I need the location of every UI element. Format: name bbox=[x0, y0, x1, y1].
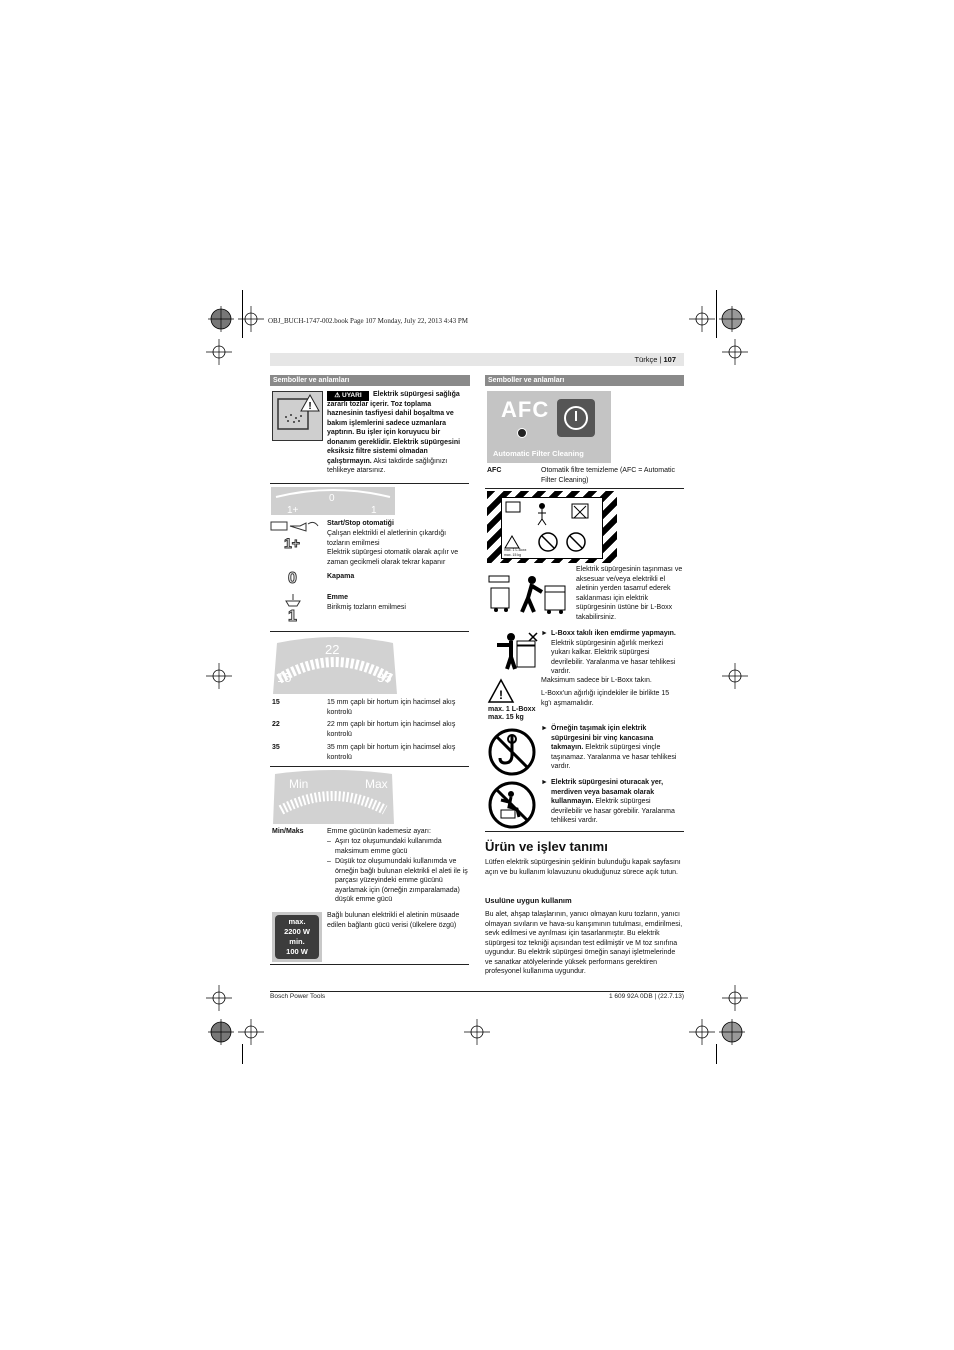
crosshair-mark-icon bbox=[722, 985, 748, 1011]
power-dial-panel bbox=[273, 770, 394, 824]
start-stop-text1: Çalışan elektrikli el aletlerinin çıkardığı tozların emilmesi bbox=[327, 530, 447, 547]
section-header-left: Semboller ve anlamları bbox=[270, 375, 470, 386]
footer-right: 1 609 92A 0DB | (22.7.13) bbox=[608, 993, 684, 1000]
sticker-small-l2: max. 15 kg bbox=[504, 553, 522, 557]
no-crane-hook-icon bbox=[487, 727, 537, 777]
hose-label-22: 22 bbox=[325, 642, 340, 657]
symbol-1plus: 1+ bbox=[284, 535, 300, 551]
hose-row-35-key bbox=[272, 743, 280, 753]
warning-triangle-icon: ⚠ bbox=[334, 392, 341, 399]
intended-use-text: Bu alet, ahşap talaşlarının, yanıcı olmayan kuru tozların, yanıcı olmayan sıvıların ve hava-su karışımının tutulması, emdirilmesi, sevk edilmesi ve ayrılması için tasarlanmıştır. Bu elektrik süpürgesi toz tekniği açısından test edilmiştir ve M toz sınıfına uygundur. Bu elektrik süpürgesi örneğin sanayi işletmelerinde ve sanatkar atölyelerinde yüksek performans gerektiren profesyonel kullanıma uygundur. bbox=[485, 911, 683, 975]
divider bbox=[485, 831, 684, 832]
suction-text: Birikmiş tozların emilmesi bbox=[327, 604, 406, 611]
hose-row-15-text: 15 mm çaplı bir hortum için hacimsel akış kontrolü bbox=[327, 699, 456, 716]
afc-row-key-text: AFC bbox=[487, 467, 502, 474]
start-stop-title bbox=[327, 519, 469, 529]
crane-normal: Elektrik süpürgesi vinçle taşınamaz. Yaralanma ve hasar tehlikesi vardır. bbox=[551, 744, 677, 770]
page-number: 107 bbox=[663, 355, 676, 364]
footer-left: Bosch Power Tools bbox=[270, 993, 326, 1000]
product-text: Lütfen elektrik süpürgesinin şeklinin bulunduğu kapak sayfasını açın ve bu kullanım kılavuzunu okuduğunuz sürece açık tutun. bbox=[485, 859, 681, 876]
afc-row-key bbox=[487, 466, 501, 476]
trim-line bbox=[242, 290, 243, 338]
minmax-key bbox=[272, 827, 304, 837]
crane-arrow: ► bbox=[541, 725, 548, 732]
watt-badge-l3: min. bbox=[289, 937, 305, 946]
max-weight-warning-icon bbox=[487, 678, 539, 704]
lift-arrow: ► bbox=[541, 630, 548, 637]
warning-badge-label: UYARI bbox=[342, 392, 362, 399]
symbol-1: 1 bbox=[288, 608, 297, 625]
registration-mark-icon bbox=[719, 1019, 745, 1045]
power-label-min: Min bbox=[289, 777, 309, 791]
page-number-area: Türkçe | 107 bbox=[634, 355, 676, 364]
max-icon-l2 bbox=[488, 713, 524, 723]
lift-bold: L-Boxx takılı iken emdirme yapmayın. bbox=[551, 630, 676, 637]
crosshair-mark-icon bbox=[722, 663, 748, 689]
afc-caption: Automatic Filter Cleaning bbox=[493, 449, 584, 458]
crosshair-mark-icon bbox=[206, 663, 232, 689]
hose-row-15-key bbox=[272, 698, 280, 708]
section-header-right: Semboller ve anlamları bbox=[485, 375, 684, 386]
watt-badge bbox=[272, 912, 322, 962]
intended-use-title: Usulüne uygun kullanım bbox=[485, 896, 572, 905]
registration-mark-icon bbox=[719, 306, 745, 332]
sit-arrow: ► bbox=[541, 779, 548, 786]
start-stop-text2: Elektrik süpürgesi otomatik olarak açılır ve zaman gecikmeli olarak tekrar kapanır bbox=[327, 549, 459, 566]
minmax-bullet2: Düşük toz oluşumundaki kullanımda ve örneğin bağlı bulunan elektrikli el aleti ile iş parçası yüzeyindeki emme gücünü ayarlamak için (örneğin zımparalamada) düşük emme gücü bbox=[335, 858, 468, 903]
divider bbox=[485, 488, 684, 489]
afc-indicator-dot-icon bbox=[517, 428, 527, 438]
crane-text bbox=[551, 724, 684, 772]
crosshair-mark-icon bbox=[206, 339, 232, 365]
lift-normal: Elektrik süpürgesinin ağırlık merkezi yukarı kalkar. Elektrik süpürgesi devrilebilir. Yaralanma ve hasar tehlikesi vardır. bbox=[551, 639, 676, 675]
power-icon bbox=[557, 399, 595, 437]
crosshair-mark-icon bbox=[689, 306, 715, 332]
max-text1: Maksimum sadece bir L-Boxx takın. bbox=[541, 677, 652, 684]
product-title: Ürün ve işlev tanımı bbox=[485, 839, 608, 854]
sticker-small-l1: max. 1 L-Boxx bbox=[504, 548, 527, 552]
divider bbox=[270, 483, 469, 484]
header-language: Türkçe bbox=[634, 355, 658, 364]
minmax-key-text: Min/Maks bbox=[272, 828, 304, 835]
max-text2: L-Boxx'un ağırlığı içindekiler ile birlikte 15 kg'ı aşmamalıdır. bbox=[541, 690, 670, 707]
lift-warning-icon bbox=[487, 631, 539, 671]
file-info-line: OBJ_BUCH-1747-002.book Page 107 Monday, July 22, 2013 4:43 PM bbox=[268, 317, 469, 325]
hose-row-22-key bbox=[272, 720, 280, 730]
warning-normal-text: Aksi takdirde sağlığınızı tehlikeye atarsınız. bbox=[327, 457, 448, 474]
no-sitting-icon bbox=[487, 780, 537, 830]
crosshair-mark-icon bbox=[722, 339, 748, 365]
lift-text bbox=[551, 629, 684, 677]
afc-panel bbox=[487, 391, 611, 463]
switch-label-1plus: 1+ bbox=[287, 505, 299, 515]
symbol-0: 0 bbox=[288, 570, 297, 587]
trim-line bbox=[716, 1044, 717, 1064]
max-icon-l2-text: max. 15 kg bbox=[488, 714, 524, 721]
footer-rule bbox=[270, 991, 684, 992]
crane-bold: Örneğin taşımak için elektrik süpürgesini bir vinç kancasına takmayın. bbox=[551, 725, 654, 751]
off-title bbox=[327, 572, 354, 582]
hose-row-key: 22 bbox=[272, 721, 280, 728]
registration-mark-icon bbox=[208, 306, 234, 332]
watt-badge-l2: 2200 W bbox=[284, 927, 310, 936]
hose-dial-panel bbox=[273, 637, 397, 694]
divider bbox=[270, 766, 469, 767]
power-tool-icon bbox=[270, 519, 320, 533]
suction-nozzle-icon bbox=[282, 593, 304, 607]
hose-row-22-text: 22 mm çaplı bir hortum için hacimsel akış kontrolü bbox=[327, 721, 456, 738]
minmax-bullet1: Aşırı toz oluşumundaki kullanımda maksimum emme gücü bbox=[335, 838, 442, 855]
crosshair-mark-icon bbox=[689, 1019, 715, 1045]
watt-badge-l1: max. bbox=[288, 917, 306, 926]
trim-line bbox=[716, 290, 717, 338]
lboxx-carry-icon bbox=[487, 572, 571, 616]
crosshair-mark-icon bbox=[464, 1019, 490, 1045]
hose-row-key: 35 bbox=[272, 744, 280, 751]
minmax-bullet2-dash: – bbox=[327, 858, 331, 865]
svg-text:!: ! bbox=[499, 688, 503, 702]
lboxx-text: Elektrik süpürgesinin taşınması ve aksesuar ve/veya elektrikli el aletinin yerden tasarruf ederek saklanması için elektrik süpürgesinin üstüne bir L-Boxx takabilirsiniz. bbox=[576, 566, 683, 621]
warning-bold-text: Elektrik süpürgesi sağlığa zararlı tozlar içerir. Toz toplama haznesinin tasfiyesi dahil boşaltma ve bakım işlemlerini sadece uzmanlara yaptırın. Bu işler için koruyucu bir donanım gereklidir. Elektrik süpürgesini eksiksiz filtre sistemi olmadan çalıştırmayın. bbox=[327, 391, 461, 465]
minmax-intro: Emme gücünün kademesiz ayarı: bbox=[327, 828, 431, 835]
hose-row-key: 15 bbox=[272, 699, 280, 706]
switch-panel bbox=[271, 487, 395, 515]
sit-normal: Elektrik süpürgesi devrilebilir ve hasar görebilir. Yaralanma tehlikesi vardır. bbox=[551, 798, 675, 824]
trim-line bbox=[242, 1044, 243, 1064]
watt-text: Bağlı bulunan elektrikli el aletinin müsaade edilen bağlantı gücü verisi (ülkelere özgü) bbox=[327, 912, 460, 929]
registration-mark-icon bbox=[208, 1019, 234, 1045]
afc-power-button bbox=[557, 399, 595, 437]
start-stop-title-text: Start/Stop otomatiği bbox=[327, 520, 394, 527]
divider bbox=[270, 631, 469, 632]
hose-row-35-text: 35 mm çaplı bir hortum için hacimsel akış kontrolü bbox=[327, 744, 456, 761]
watt-badge-l4: 100 W bbox=[286, 947, 308, 956]
max-icon-l1-text: max. 1 L-Boxx bbox=[488, 706, 536, 713]
sit-bold: Elektrik süpürgesini oturacak yer, merdiven veya basamak olarak kullanmayın. bbox=[551, 779, 664, 805]
dust-warning-icon bbox=[272, 391, 323, 441]
lboxx-label-sticker bbox=[487, 491, 617, 563]
sit-text bbox=[551, 778, 684, 826]
afc-big-label: AFC bbox=[501, 397, 550, 422]
page-header bbox=[270, 353, 684, 366]
off-title-text: Kapama bbox=[327, 573, 355, 580]
hose-label-15: 15 bbox=[277, 670, 292, 685]
divider bbox=[270, 964, 469, 965]
svg-text:!: ! bbox=[308, 401, 312, 412]
suction-title-text: Emme bbox=[327, 594, 349, 601]
switch-label-1: 1 bbox=[371, 505, 377, 515]
hose-label-35: 35 bbox=[377, 670, 392, 685]
suction-title bbox=[327, 593, 348, 603]
switch-label-0: 0 bbox=[329, 493, 335, 504]
afc-row-text: Otomatik filtre temizleme (AFC = Automatic Filter Cleaning) bbox=[541, 467, 676, 484]
minmax-bullet1-dash: – bbox=[327, 838, 331, 845]
crosshair-mark-icon bbox=[238, 1019, 264, 1045]
power-label-max: Max bbox=[365, 777, 388, 791]
warning-text bbox=[327, 390, 469, 476]
crosshair-mark-icon bbox=[206, 985, 232, 1011]
